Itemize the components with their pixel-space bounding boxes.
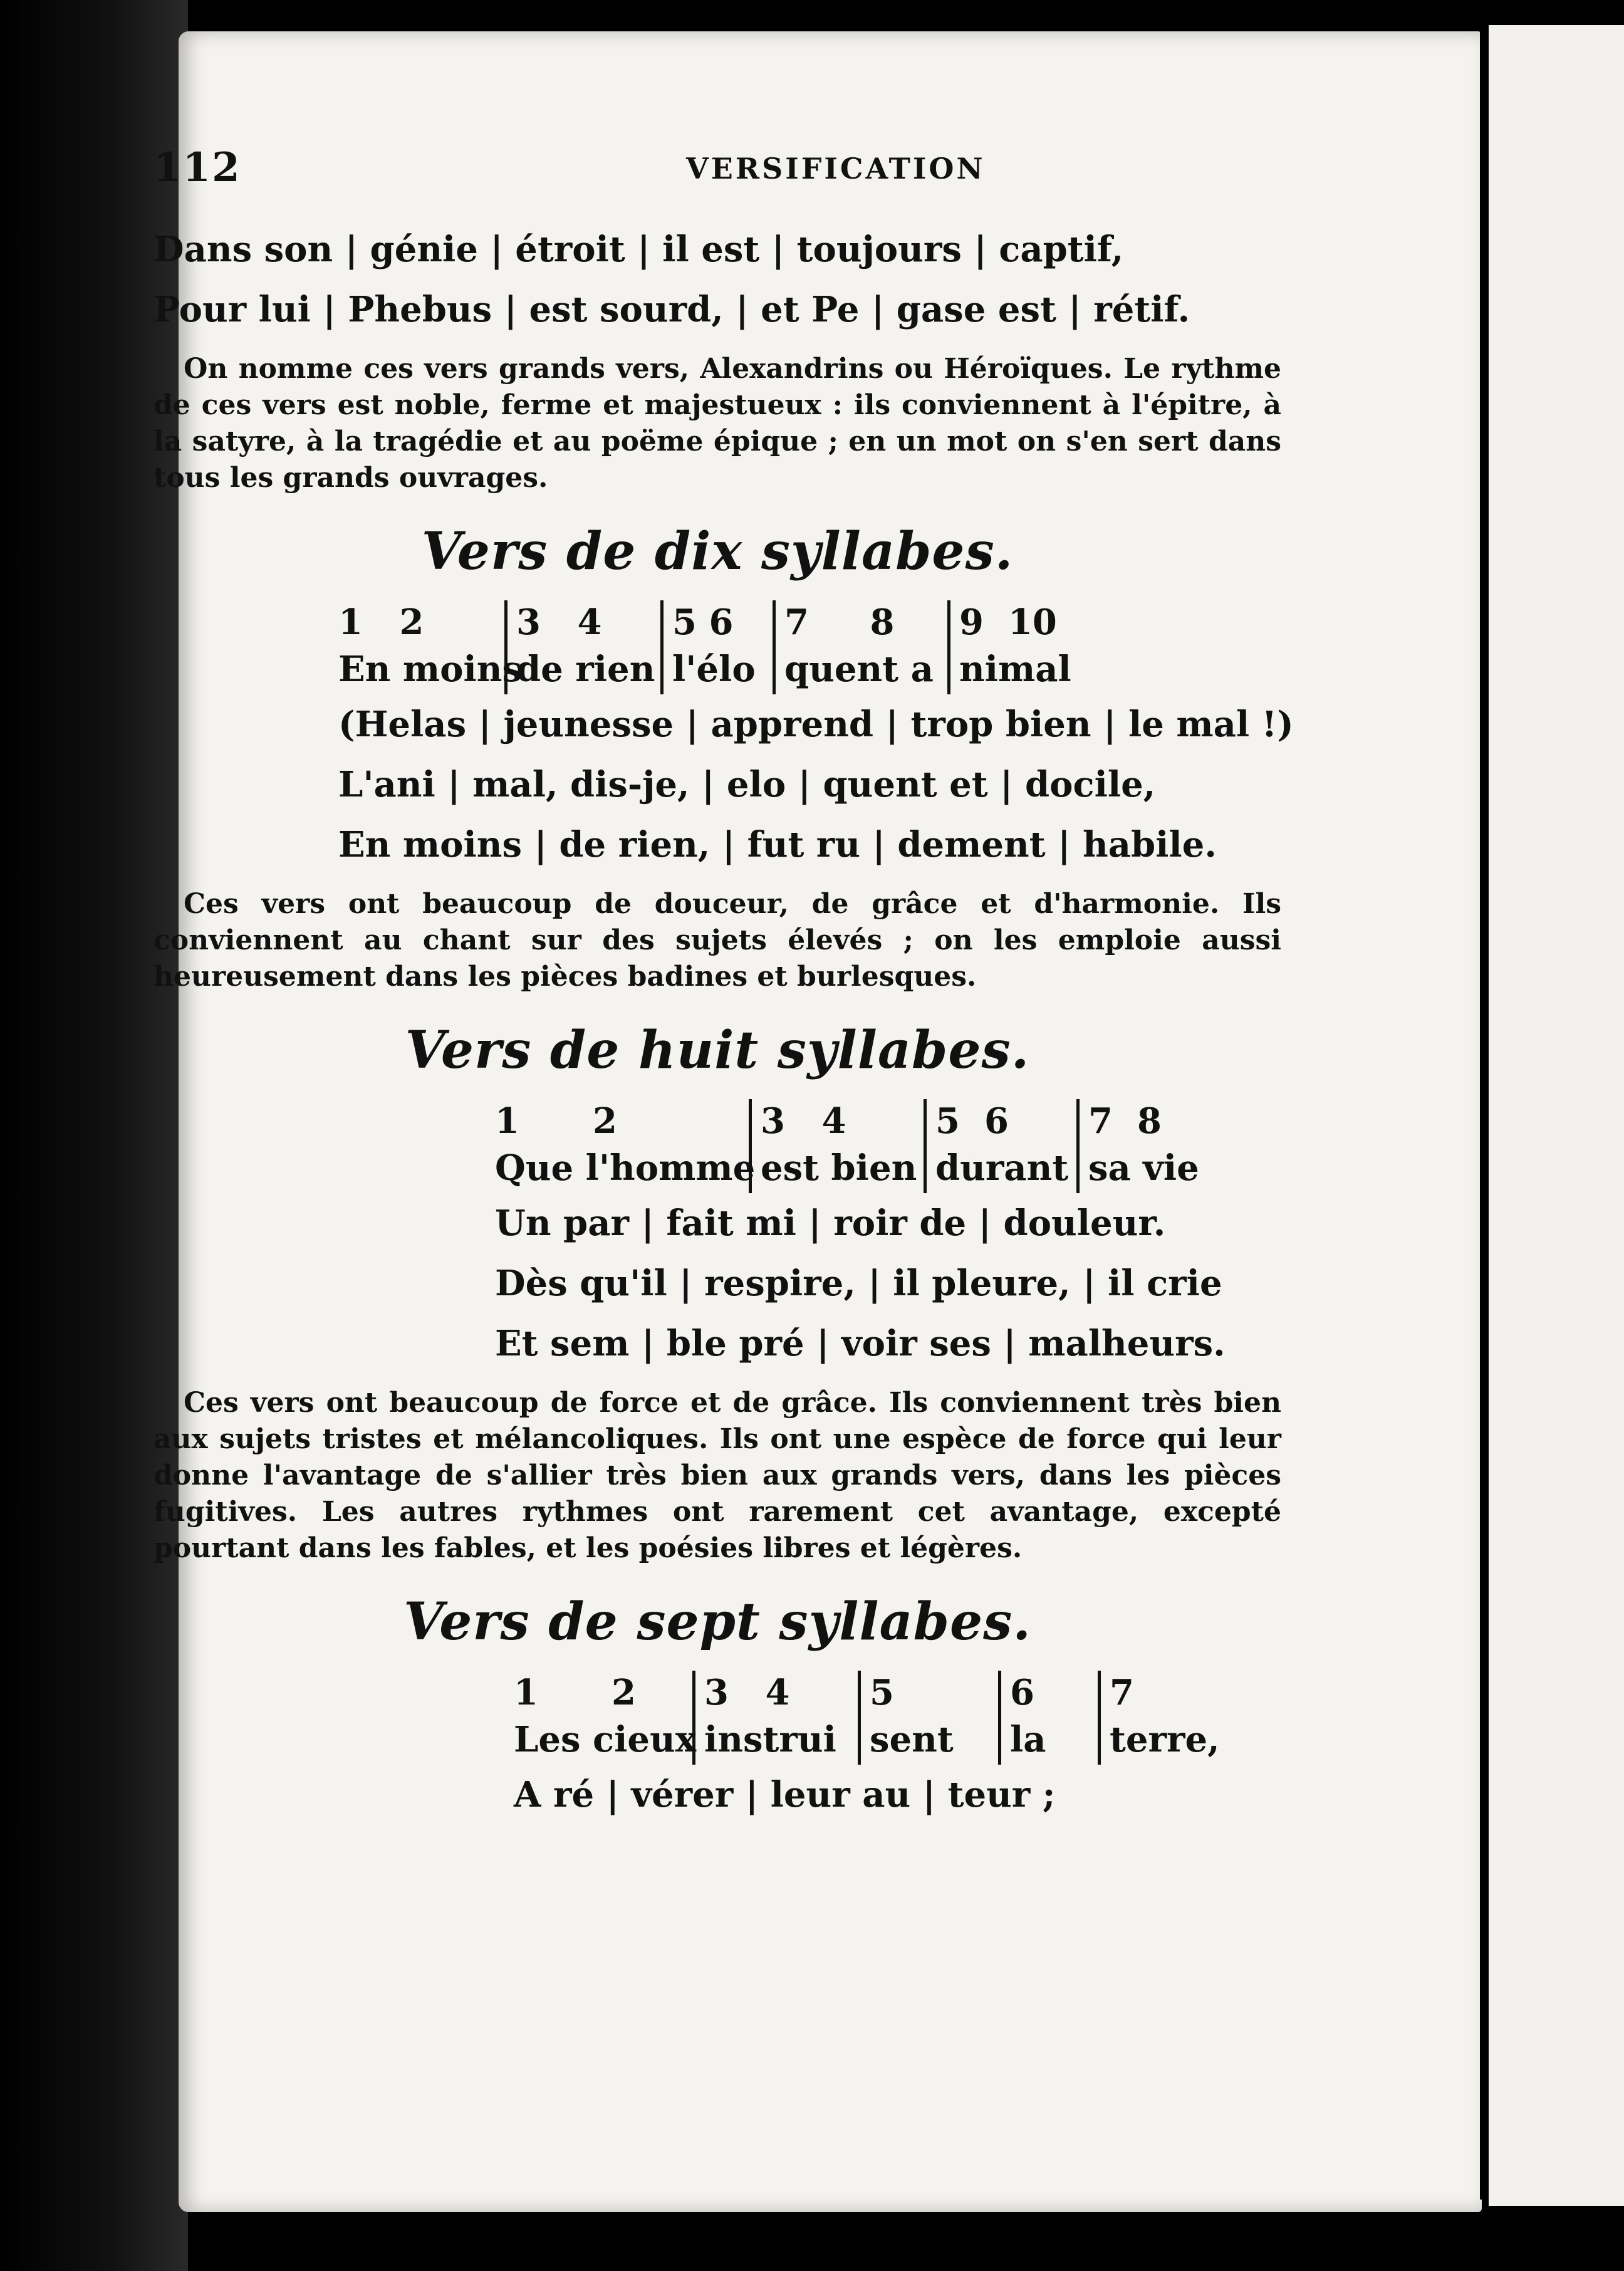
section-title-dix: Vers de dix syllabes. (421, 521, 1014, 582)
verses-huit (154, 1193, 1281, 1374)
alexandrins-paragraph: On nomme ces vers grands vers, Alexandrins ou Héroïques. Le rythme de ces vers est noble, ferme et majestueux : ils conviennent à l'épitre, à la satyre, à la tragédie et au poëme épique ; en un mot on s'en sert dans tous les grands ouvrages. (154, 353, 1281, 494)
syllable-number: 7 8 (1076, 1099, 1220, 1143)
scanned-line (514, 1715, 1281, 1765)
syllable-numbers (495, 1099, 1281, 1143)
section-title-sept: Vers de sept syllabes. (403, 1592, 1031, 1652)
syllable-number: 3 4 (749, 1099, 924, 1143)
verse-line: A ré | vérer | leur au | teur ; (514, 1774, 1056, 1815)
syllable-group: Que l'homme (495, 1147, 756, 1189)
page-content (154, 144, 1294, 1836)
syllable-group: l'élo (660, 644, 773, 694)
syllable-numbers (514, 1671, 1281, 1715)
verse-line: Un par | fait mi | roir de | douleur. (495, 1203, 1166, 1244)
syllable-number: 7 8 (773, 600, 947, 644)
syllable-group: nimal (947, 644, 1110, 694)
verse-line: Et sem | ble pré | voir ses | malheurs. (495, 1323, 1226, 1364)
verse-line: Pour lui | Phebus | est sourd, | et Pe | gase est | rétif. (154, 289, 1190, 330)
huit-paragraph: Ces vers ont beaucoup de force et de grâce. Ils conviennent très bien aux sujets tristes et mélancoliques. Ils ont une espèce de force qui leur donne l'avantage de s'allier très bien aux grands vers, dans les pièces fugitives. Les autres rythmes ont rarement cet avantage, excepté pourtant dans les fables, et les poésies libres et légères. (154, 1387, 1281, 1564)
syllable-group: de rien (504, 644, 660, 694)
scansion-dix (154, 600, 1281, 694)
syllable-group: En moins (338, 649, 523, 690)
syllable-number: 1 2 (514, 1672, 636, 1713)
verse-line: L'ani | mal, dis-je, | elo | quent et | docile, (338, 764, 1156, 805)
syllable-number: 3 4 (692, 1671, 858, 1715)
syllable-number: 5 6 (924, 1099, 1076, 1143)
syllable-number: 7 (1098, 1671, 1140, 1715)
section-title-huit: Vers de huit syllabes. (405, 1020, 1030, 1080)
running-title: VERSIFICATION (686, 152, 986, 185)
syllable-number: 1 2 (338, 602, 424, 643)
syllable-group: terre, (1098, 1715, 1226, 1765)
verse-line: En moins | de rien, | fut ru | dement | habile. (338, 824, 1217, 865)
syllable-group: la (998, 1715, 1098, 1765)
syllable-group: sa vie (1076, 1143, 1220, 1193)
syllable-group: quent a (773, 644, 947, 694)
dix-paragraph: Ces vers ont beaucoup de douceur, de grâce et d'harmonie. Ils conviennent au chant sur des sujets élevés ; on les emploie aussi heureusement dans les pièces badines et burlesques. (154, 888, 1281, 993)
verses-dix (154, 694, 1294, 875)
page-number: 112 (154, 144, 241, 191)
scansion-sept (154, 1671, 1281, 1765)
syllable-group: Les cieux (514, 1719, 697, 1760)
syllable-numbers (338, 600, 1281, 644)
syllable-group: instrui (692, 1715, 858, 1765)
opening-verses (154, 219, 1281, 340)
syllable-group: est bien (749, 1143, 924, 1193)
page-gutter (1480, 31, 1489, 2200)
syllable-number: 1 2 (495, 1100, 617, 1142)
verse-line: Dans son | génie | étroit | il est | toujours | captif, (154, 229, 1124, 270)
scanned-line (338, 644, 1281, 694)
syllable-number: 5 (858, 1671, 998, 1715)
syllable-number: 3 4 (504, 600, 660, 644)
syllable-group: sent (858, 1715, 998, 1765)
syllable-group: durant (924, 1143, 1076, 1193)
syllable-number: 5 6 (660, 600, 773, 644)
facing-page (1489, 25, 1624, 2206)
verses-sept (154, 1765, 1281, 1825)
scansion-huit (154, 1099, 1281, 1193)
verse-line: (Helas | jeunesse | apprend | trop bien | le mal !) (338, 704, 1294, 745)
syllable-number: 6 (998, 1671, 1098, 1715)
scanned-line (495, 1143, 1281, 1193)
syllable-number: 9 10 (947, 600, 1110, 644)
running-head (154, 144, 1281, 219)
verse-line: Dès qu'il | respire, | il pleure, | il crie (495, 1263, 1222, 1304)
